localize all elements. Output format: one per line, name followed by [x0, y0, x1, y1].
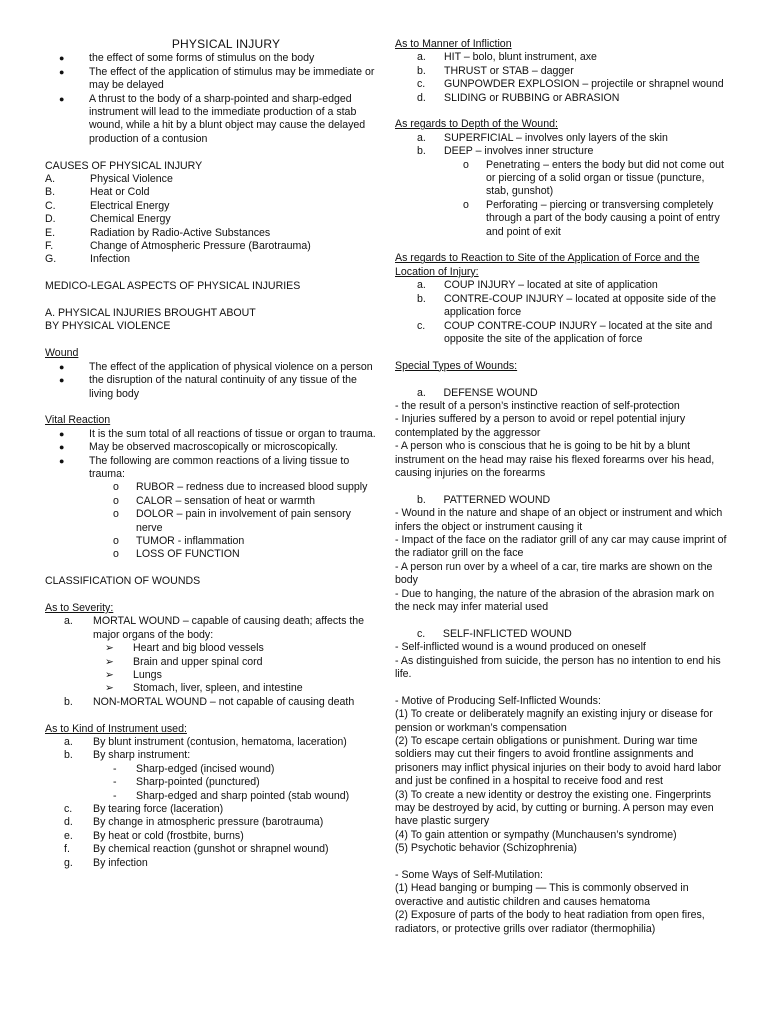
list-item	[395, 78, 727, 91]
dash-marker: -	[113, 789, 117, 802]
dash-marker: -	[113, 776, 117, 789]
depth-heading: As regards to Depth of the Wound:	[395, 118, 558, 131]
section-a-heading-line2: BY PHYSICAL VIOLENCE	[45, 320, 171, 333]
reaction-text: COUP INJURY – located at site of application	[444, 279, 658, 292]
circle-marker: o	[113, 534, 119, 547]
infliction-text: HIT – bolo, blunt instrument, axe	[444, 51, 597, 64]
list-marker: E.	[45, 226, 56, 239]
list-marker: G.	[45, 253, 57, 266]
list-item	[45, 790, 377, 803]
list-marker: b.	[417, 64, 426, 77]
depth-text: DEEP – involves inner structure	[444, 145, 594, 158]
list-item	[45, 749, 377, 762]
instrument-text: By sharp instrument:	[93, 749, 191, 762]
list-item	[395, 199, 727, 239]
list-item	[45, 535, 377, 548]
vital-bullet-text: May be observed macroscopically or microscopically.	[89, 441, 338, 454]
vital-sub-text: LOSS OF FUNCTION	[136, 548, 240, 561]
circle-marker: o	[113, 508, 119, 521]
instrument-heading: As to Kind of Instrument used:	[45, 722, 187, 735]
motive-paragraph: (4) To gain attention or sympathy (Munchausen’s syndrome)	[395, 828, 677, 841]
list-item	[395, 159, 727, 199]
list-item	[45, 441, 377, 454]
list-item	[45, 736, 377, 749]
list-item	[395, 51, 727, 64]
list-item	[45, 763, 377, 776]
list-item	[395, 320, 727, 347]
instrument-sub-text: Sharp-edged and sharp pointed (stab wound)	[136, 789, 350, 802]
list-marker: A.	[45, 173, 56, 186]
vital-sub-text: TUMOR - inflammation	[136, 534, 245, 547]
vital-reaction-heading: Vital Reaction	[45, 414, 111, 427]
list-marker: g.	[64, 856, 73, 869]
vital-sub-text: CALOR – sensation of heat or warmth	[136, 494, 316, 507]
bullet-marker: ●	[59, 53, 65, 64]
reaction-text: CONTRE-COUP INJURY – located at opposite side of the application force	[444, 292, 717, 319]
cause-text: Heat or Cold	[90, 186, 150, 199]
wound-heading: Wound	[45, 347, 79, 360]
severity-heading: As to Severity:	[45, 601, 114, 614]
list-item	[45, 186, 377, 199]
cause-text: Change of Atmospheric Pressure (Barotrauma)	[90, 240, 311, 253]
bullet-marker: ●	[59, 93, 65, 104]
organ-text: Stomach, liver, spleen, and intestine	[133, 682, 303, 695]
wound-bullet-text: the disruption of the natural continuity of any tissue of the living body	[89, 374, 357, 400]
list-item	[395, 145, 727, 158]
self-mutilation-heading: - Some Ways of Self-Mutilation:	[395, 869, 543, 882]
list-item	[395, 92, 727, 105]
intro-bullet-text: the effect of some forms of stimulus on the body	[89, 52, 315, 65]
list-item	[45, 227, 377, 240]
depth-sub-text: Perforating – piercing or transversing completely through a part of the body causing a point of entry and point of exit	[486, 198, 720, 238]
motive-paragraph: (2) To escape certain obligations or punishment. During war time soldiers may cut their fingers to avoid frontline assignments and prisoners may inflict physical injuries on their body to avoid hard labor and just be confined in a hospital to receive food and rest	[395, 735, 722, 788]
list-marker: c.	[417, 78, 426, 91]
patterned-paragraph: - A person run over by a wheel of a car, tire marks are shown on the body	[395, 560, 713, 587]
vital-bullet-text: It is the sum total of all reactions of tissue or organ to trauma.	[89, 427, 376, 440]
bullet-marker: ●	[59, 455, 65, 466]
organ-text: Brain and upper spinal cord	[133, 655, 263, 668]
intro-bullet-text: The effect of the application of stimulus may be immediate or may be delayed	[89, 65, 375, 92]
right-column	[395, 38, 727, 936]
bullet-marker: ●	[59, 375, 65, 386]
list-item	[45, 656, 377, 669]
list-marker: F.	[45, 240, 54, 253]
reaction-heading: As regards to Reaction to Site of the Application of Force and the Location of Injury:	[395, 252, 700, 278]
cause-text: Electrical Energy	[90, 199, 170, 212]
list-marker: b.	[64, 695, 73, 708]
list-item	[45, 816, 377, 829]
patterned-paragraph: - Due to hanging, the nature of the abrasion of the abrasion mark on the neck may infer material used	[395, 587, 715, 613]
left-column	[45, 38, 377, 870]
list-marker: e.	[64, 829, 73, 842]
cause-text: Physical Violence	[90, 173, 173, 186]
self-mutilation-paragraph: (1) Head banging or bumping — This is commonly observed in overactive and autistic children and causes hematoma	[395, 882, 689, 908]
patterned-paragraph: - Impact of the face on the radiator grill of any car may cause imprint of the radiator grill on the face	[395, 533, 727, 560]
defense-paragraph: - Injuries suffered by a person to avoid or repel potential injury contemplated by the aggressor	[395, 413, 686, 439]
vital-bullet-text: The following are common reactions of a living tissue to trauma:	[89, 454, 350, 480]
classification-heading: CLASSIFICATION OF WOUNDS	[45, 575, 201, 588]
patterned-paragraph: - Wound in the nature and shape of an object or instrument and which infers the object or instrument causing it	[395, 507, 723, 533]
list-marker: a.	[64, 615, 73, 628]
defense-paragraph: - A person who is conscious that he is going to be hit by a blunt instrument on the head may raise his flexed forearms over his head, causing injuries on the forearms	[395, 440, 715, 479]
list-marker: b.	[64, 749, 73, 762]
motive-paragraph: (5) Psychotic behavior (Schizophrenia)	[395, 842, 577, 855]
list-item	[395, 132, 727, 145]
list-marker: d.	[64, 816, 73, 829]
list-item	[45, 548, 377, 561]
depth-text: SUPERFICIAL – involves only layers of the skin	[444, 131, 668, 144]
list-marker: a.	[417, 51, 426, 64]
patterned-wound-heading: b. PATTERNED WOUND	[417, 493, 551, 506]
self-mutilation-paragraph: (2) Exposure of parts of the body to heat radiation from open fires, radiators, or protective grills over radiator (thermophilia)	[395, 909, 705, 935]
depth-sub-text: Penetrating – enters the body but did not come out or piercing of a solid organ or tissue (puncture, stab, gunshot)	[486, 158, 724, 198]
list-item	[45, 253, 377, 266]
cause-text: Chemical Energy	[90, 213, 171, 226]
special-types-heading: Special Types of Wounds:	[395, 359, 518, 372]
motive-paragraph: (3) To create a new identity or destroy the existing one. Fingerprints may be destroyed by acid, by cutting or burning. A person may even have plastic surgery	[395, 788, 714, 828]
list-item	[45, 481, 377, 494]
list-item	[45, 642, 377, 655]
infliction-text: GUNPOWDER EXPLOSION – projectile or shrapnel wound	[444, 78, 724, 91]
instrument-text: By infection	[93, 856, 148, 869]
list-item	[45, 495, 377, 508]
list-item	[45, 52, 377, 65]
list-marker: C.	[45, 199, 56, 212]
instrument-text: By chemical reaction (gunshot or shrapnel wound)	[93, 843, 329, 856]
cause-text: Radiation by Radio-Active Substances	[90, 226, 271, 239]
infliction-text: SLIDING or RUBBING or ABRASION	[444, 91, 620, 104]
list-item	[45, 93, 377, 147]
self-inflicted-heading: c. SELF-INFLICTED WOUND	[417, 627, 572, 640]
list-item	[45, 669, 377, 682]
severity-text: MORTAL WOUND – capable of causing death; affects the major organs of the body:	[93, 615, 365, 641]
list-item	[45, 213, 377, 226]
list-marker: a.	[417, 279, 426, 292]
severity-text: NON-MORTAL WOUND – not capable of causing death	[93, 695, 355, 708]
reaction-text: COUP CONTRE-COUP INJURY – located at the site and opposite the site of the application of force	[444, 319, 713, 345]
list-item	[45, 857, 377, 870]
infliction-text: THRUST or STAB – dagger	[444, 64, 574, 77]
intro-bullet-text: A thrust to the body of a sharp-pointed and sharp-edged instrument will lead to the immediate production of a stab wound, while a hit by a blunt object may cause the delayed production of a contusion	[89, 92, 366, 145]
list-item	[45, 682, 377, 695]
list-marker: f.	[64, 843, 70, 856]
list-item	[45, 200, 377, 213]
list-item	[395, 65, 727, 78]
list-marker: a.	[64, 736, 73, 748]
list-marker: b.	[417, 145, 426, 158]
arrow-marker: ➢	[105, 668, 114, 681]
list-marker: B.	[45, 186, 56, 199]
cause-text: Infection	[90, 253, 131, 266]
organ-text: Heart and big blood vessels	[133, 642, 264, 655]
list-item	[45, 803, 377, 816]
list-marker: d.	[417, 91, 426, 104]
list-item	[45, 696, 377, 709]
instrument-sub-text: Sharp-edged (incised wound)	[136, 762, 275, 775]
list-item	[45, 843, 377, 856]
arrow-marker: ➢	[105, 655, 114, 668]
circle-marker: o	[113, 494, 119, 507]
list-item	[395, 293, 727, 320]
instrument-text: By change in atmospheric pressure (barotrauma)	[93, 816, 324, 829]
arrow-marker: ➢	[105, 642, 114, 655]
list-item	[45, 776, 377, 789]
list-marker: c.	[64, 803, 73, 816]
list-item	[45, 374, 377, 401]
instrument-text: By heat or cold (frostbite, burns)	[93, 829, 244, 842]
list-item	[45, 508, 377, 535]
list-marker: c.	[417, 319, 426, 332]
document-title: PHYSICAL INJURY	[171, 37, 281, 51]
vital-sub-text: DOLOR – pain in involvement of pain sensory nerve	[136, 508, 351, 534]
bullet-marker: ●	[59, 428, 65, 439]
instrument-sub-text: Sharp-pointed (punctured)	[136, 776, 260, 789]
causes-heading: CAUSES OF PHYSICAL INJURY	[45, 159, 203, 172]
medico-legal-heading: MEDICO-LEGAL ASPECTS OF PHYSICAL INJURIES	[45, 280, 301, 293]
self-inflicted-paragraph: - As distinguished from suicide, the person has no intention to end his life.	[395, 654, 721, 680]
list-item	[45, 455, 377, 482]
circle-marker: o	[113, 548, 119, 561]
list-item	[45, 173, 377, 186]
infliction-heading: As to Manner of Infliction	[395, 38, 512, 50]
arrow-marker: ➢	[105, 682, 114, 695]
organ-text: Lungs	[133, 668, 162, 681]
list-marker: b.	[417, 292, 426, 305]
dash-marker: -	[113, 762, 117, 775]
list-item	[45, 240, 377, 253]
defense-wound-heading: a. DEFENSE WOUND	[417, 386, 538, 399]
defense-paragraph: - the result of a person’s instinctive reaction of self-protection	[395, 399, 680, 412]
circle-marker: o	[113, 481, 119, 494]
vital-sub-text: RUBOR – redness due to increased blood supply	[136, 481, 368, 494]
circle-marker: o	[463, 158, 469, 171]
motive-heading: - Motive of Producing Self-Inflicted Wounds:	[395, 694, 601, 707]
wound-bullet-text: The effect of the application of physical violence on a person	[89, 360, 373, 373]
self-inflicted-paragraph: - Self-inflicted wound is a wound produced on oneself	[395, 641, 646, 654]
list-item	[45, 830, 377, 843]
list-item	[45, 428, 377, 441]
instrument-text: By blunt instrument (contusion, hematoma, laceration)	[93, 736, 347, 748]
instrument-text: By tearing force (laceration)	[93, 803, 224, 816]
list-marker: D.	[45, 213, 56, 226]
list-item	[45, 615, 377, 642]
list-item	[45, 66, 377, 93]
bullet-marker: ●	[59, 361, 65, 372]
list-item	[45, 361, 377, 374]
list-item	[395, 279, 727, 292]
bullet-marker: ●	[59, 442, 65, 453]
circle-marker: o	[463, 198, 469, 211]
bullet-marker: ●	[59, 66, 65, 77]
list-marker: a.	[417, 131, 426, 144]
section-a-heading-line1: A. PHYSICAL INJURIES BROUGHT ABOUT	[45, 307, 256, 320]
motive-paragraph: (1) To create or deliberately magnify an existing injury or disease for pension or workman’s compensation	[395, 708, 713, 734]
